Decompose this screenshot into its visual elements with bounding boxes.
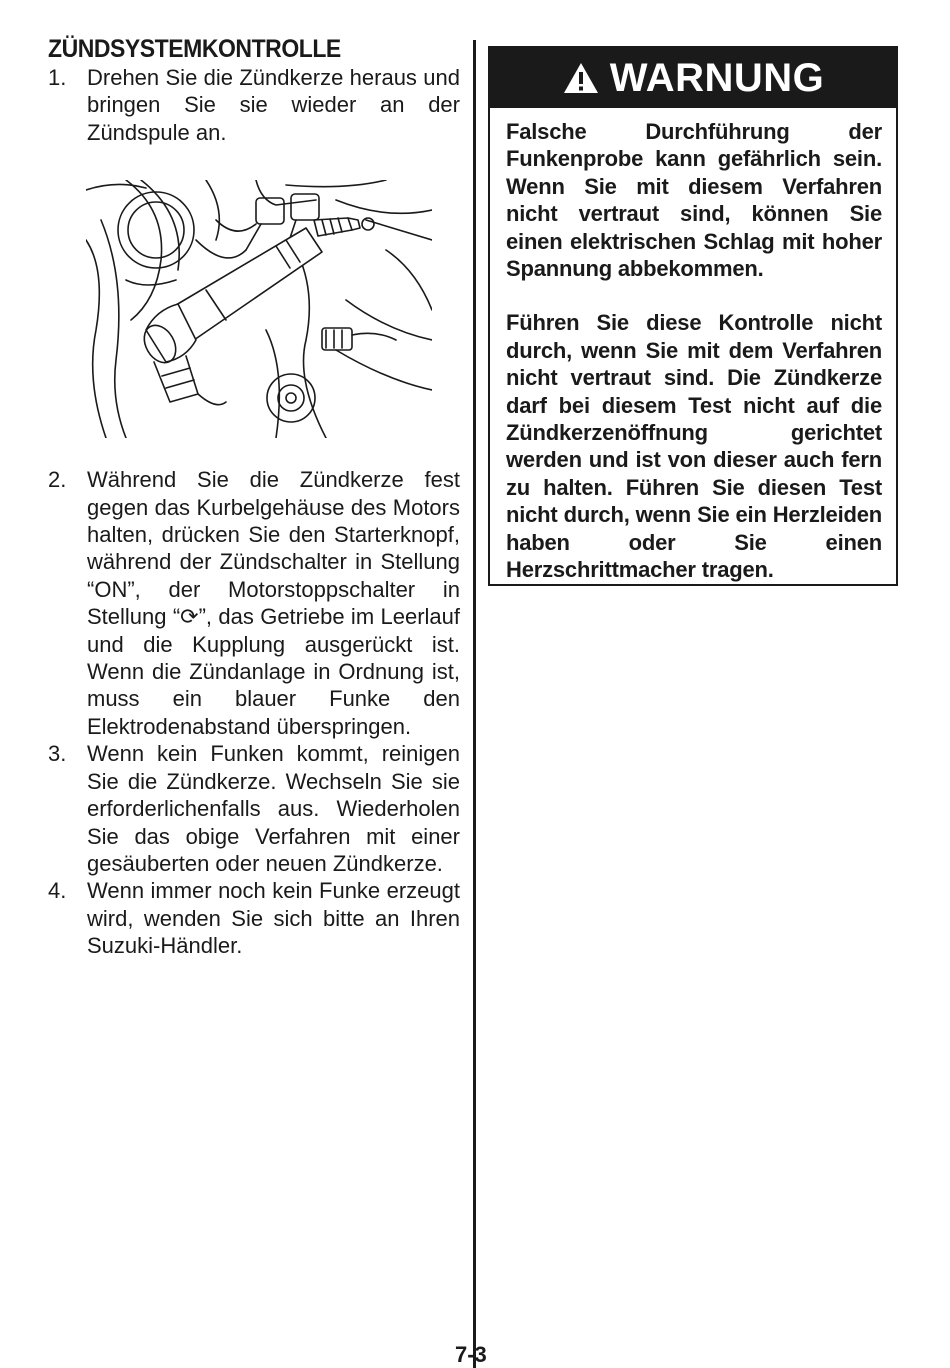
- page-number: 7-3: [455, 1342, 487, 1367]
- steps-list: [48, 64, 460, 146]
- step-text: Wenn kein Funken kommt, reinigen Sie die Zündkerze. Wechseln Sie sie erforderlichenfalls aus. Wiederholen Sie das obige Verfahren mit einer gesäuberten oder neuen Zündkerze.: [87, 741, 460, 876]
- steps-list-continued: [48, 466, 460, 959]
- spark-plug-illustration: [86, 180, 432, 438]
- warning-box: [488, 46, 898, 586]
- step-number: 2.: [48, 467, 67, 493]
- step-item: [48, 64, 460, 146]
- warning-triangle-icon: [562, 61, 600, 95]
- warning-paragraph: Führen Sie diese Kontrolle nicht durch, wenn Sie mit dem Verfahren nicht vertraut sind. Die Zündkerze darf bei diesem Test nicht auf die Zündkerzenöffnung gerichtet werden und ist von dieser auch fern zu halten. Führen Sie diesen Test nicht durch, wenn Sie ein Herzleiden haben oder Sie einen Herzschrittmacher tragen.: [506, 310, 882, 583]
- step-item: [48, 877, 460, 959]
- step-number: 3.: [48, 741, 67, 767]
- warning-header: [490, 48, 896, 108]
- left-column: [48, 34, 460, 960]
- warning-body: [490, 108, 896, 584]
- step-item: [48, 466, 460, 740]
- step-text: Wenn immer noch kein Funke erzeugt wird, wenden Sie sich bitte an Ihren Suzuki-Händler.: [87, 878, 460, 959]
- step-number: 4.: [48, 878, 67, 904]
- column-divider: [473, 40, 476, 1368]
- warning-paragraph: Falsche Durchführung der Funkenprobe kann gefährlich sein. Wenn Sie mit diesem Verfahren nicht vertraut sind, können Sie einen elektrischen Schlag mit hoher Spannung abbekommen.: [506, 119, 882, 282]
- warning-title: WARNUNG: [609, 55, 825, 100]
- step-number: 1.: [48, 65, 67, 90]
- step-text: Drehen Sie die Zündkerze heraus und bringen Sie sie wieder an der Zündspule an.: [87, 65, 460, 145]
- step-text: Während Sie die Zündkerze fest gegen das Kurbelgehäuse des Motors halten, drücken Sie den Starterknopf, während der Zündschalter in Stellung “ON”, der Motorstoppschalter in Stellung “⟳”, das Getriebe im Leerlauf und die Kupplung ausgerückt ist. Wenn die Zündanlage in Ordnung ist, muss ein blauer Funke den Elektrodenabstand überspringen.: [87, 467, 460, 739]
- section-title: ZÜNDSYSTEMKONTROLLE: [48, 35, 341, 63]
- step-item: [48, 740, 460, 877]
